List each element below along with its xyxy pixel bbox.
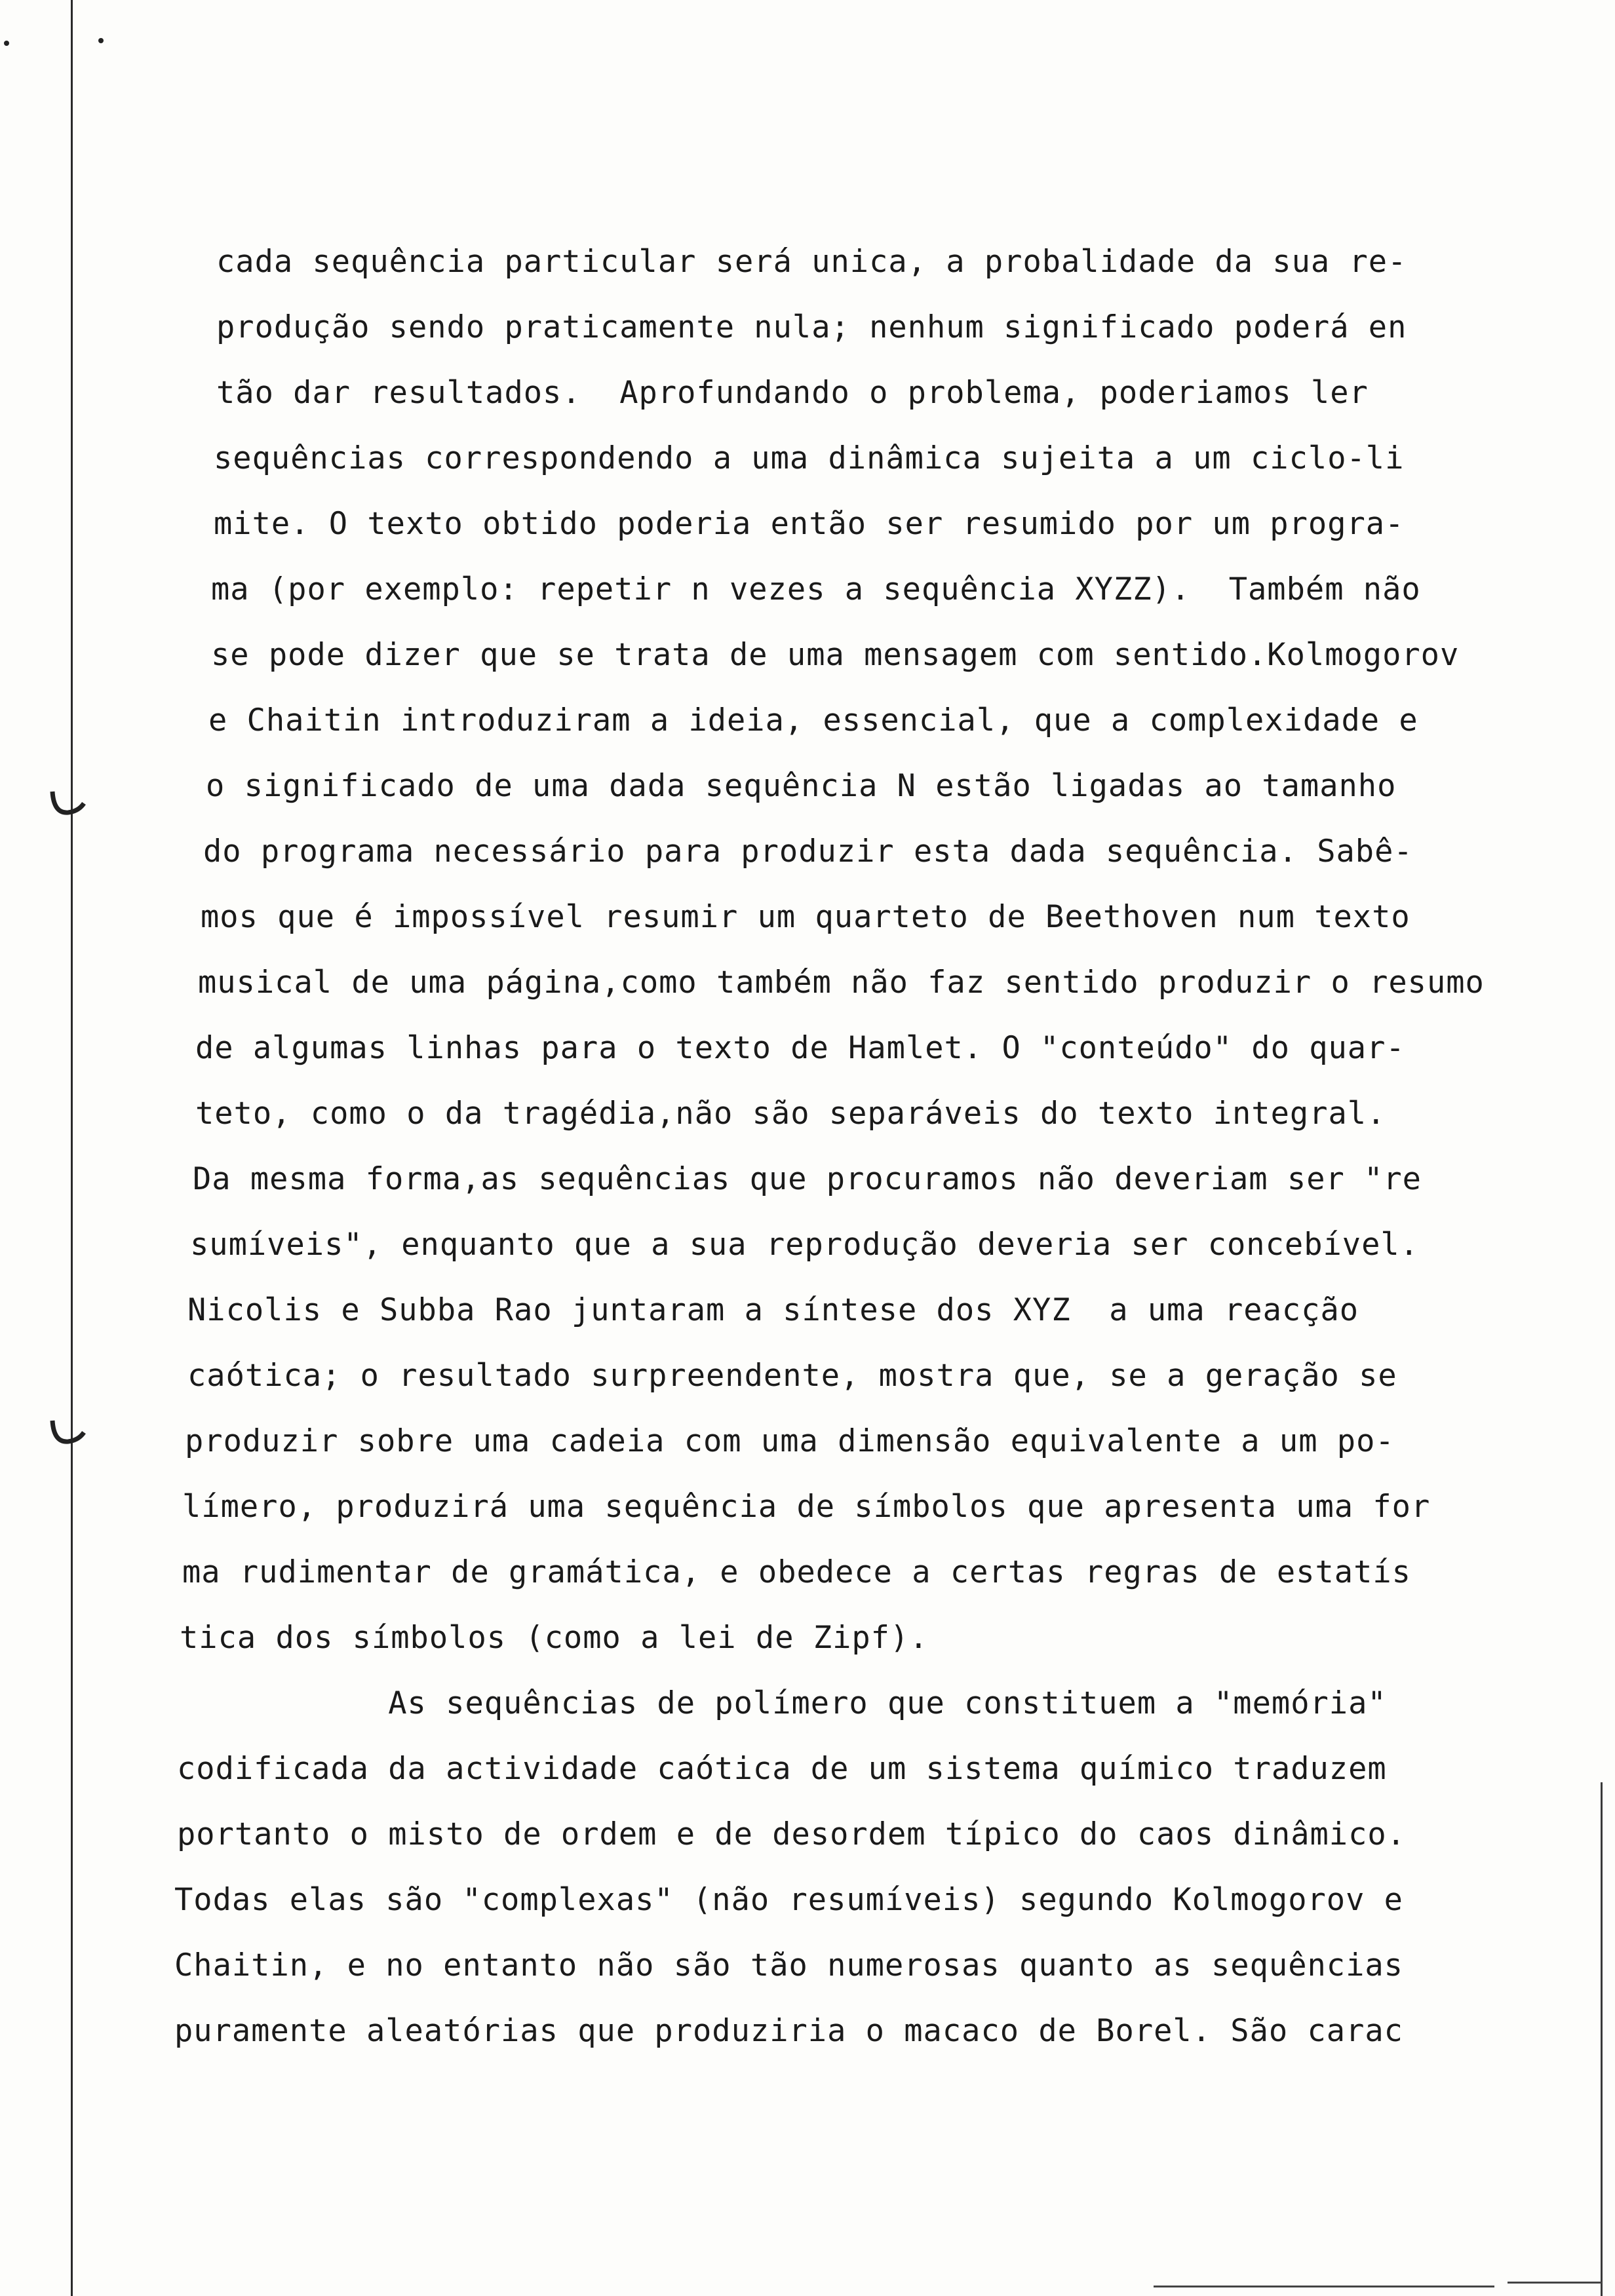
- text-line: sumíveis", enquanto que a sua reprodução deveria ser concebível.: [190, 1227, 1419, 1263]
- text-line: o significado de uma dada sequência N estão ligadas ao tamanho: [206, 768, 1397, 804]
- text-line: produzir sobre uma cadeia com uma dimensão equivalente a um po-: [185, 1423, 1395, 1459]
- bottom-edge-mark: [1508, 2282, 1602, 2284]
- text-line: Todas elas são "complexas" (não resumíveis) segundo Kolmogorov e: [174, 1882, 1403, 1918]
- text-line: musical de uma página,como também não faz sentido produzir o resumo: [198, 965, 1485, 1001]
- text-line: portanto o misto de ordem e de desordem típico do caos dinâmico.: [177, 1816, 1406, 1852]
- text-line: tão dar resultados. Aprofundando o problema, poderiamos ler: [216, 375, 1369, 411]
- text-line: Da mesma forma,as sequências que procuramos não deveriam ser "re: [193, 1161, 1422, 1197]
- scan-dot: [4, 41, 9, 46]
- text-line: sequências correspondendo a uma dinâmica sujeita a um ciclo-li: [214, 440, 1405, 476]
- scan-dot: [98, 38, 104, 43]
- bottom-edge-mark: [1154, 2286, 1494, 2287]
- text-line: ma (por exemplo: repetir n vezes a sequência XYZZ). Também não: [211, 571, 1421, 607]
- binder-hole-icon: [47, 1409, 87, 1448]
- text-line: puramente aleatórias que produziria o macaco de Borel. São carac: [174, 2013, 1403, 2049]
- text-line: teto, como o da tragédia,não são separáveis do texto integral.: [195, 1096, 1386, 1132]
- text-line: límero, produzirá uma sequência de símbolos que apresenta uma for: [182, 1489, 1431, 1525]
- text-line: produção sendo praticamente nula; nenhum significado poderá en: [216, 309, 1407, 345]
- text-line: tica dos símbolos (como a lei de Zipf).: [180, 1620, 929, 1656]
- left-margin-rule: [71, 0, 73, 2296]
- text-line: As sequências de polímero que constituem a "memória": [177, 1685, 1387, 1721]
- text-line: de algumas linhas para o texto de Hamlet. O "conteúdo" do quar-: [195, 1030, 1405, 1066]
- right-edge-rule: [1601, 1782, 1603, 2296]
- text-line: mite. O texto obtido poderia então ser resumido por um progra-: [214, 506, 1405, 542]
- text-line: mos que é impossível resumir um quarteto de Beethoven num texto: [201, 899, 1411, 935]
- text-line: e Chaitin introduziram a ideia, essencial, que a complexidade e: [208, 702, 1418, 738]
- text-line: do programa necessário para produzir esta dada sequência. Sabê-: [203, 833, 1413, 870]
- text-line: cada sequência particular será unica, a probalidade da sua re-: [216, 244, 1407, 280]
- text-line: codificada da actividade caótica de um sistema químico traduzem: [177, 1751, 1387, 1787]
- text-line: Chaitin, e no entanto não são tão numerosas quanto as sequências: [174, 1947, 1403, 1983]
- text-line: se pode dizer que se trata de uma mensagem com sentido.Kolmogorov: [211, 637, 1460, 673]
- text-line: Nicolis e Subba Rao juntaram a síntese dos XYZ a uma reacção: [187, 1292, 1359, 1328]
- binder-hole-icon: [47, 780, 87, 819]
- text-line: caótica; o resultado surpreendente, mostra que, se a geração se: [187, 1358, 1397, 1394]
- text-line: ma rudimentar de gramática, e obedece a certas regras de estatís: [182, 1554, 1411, 1590]
